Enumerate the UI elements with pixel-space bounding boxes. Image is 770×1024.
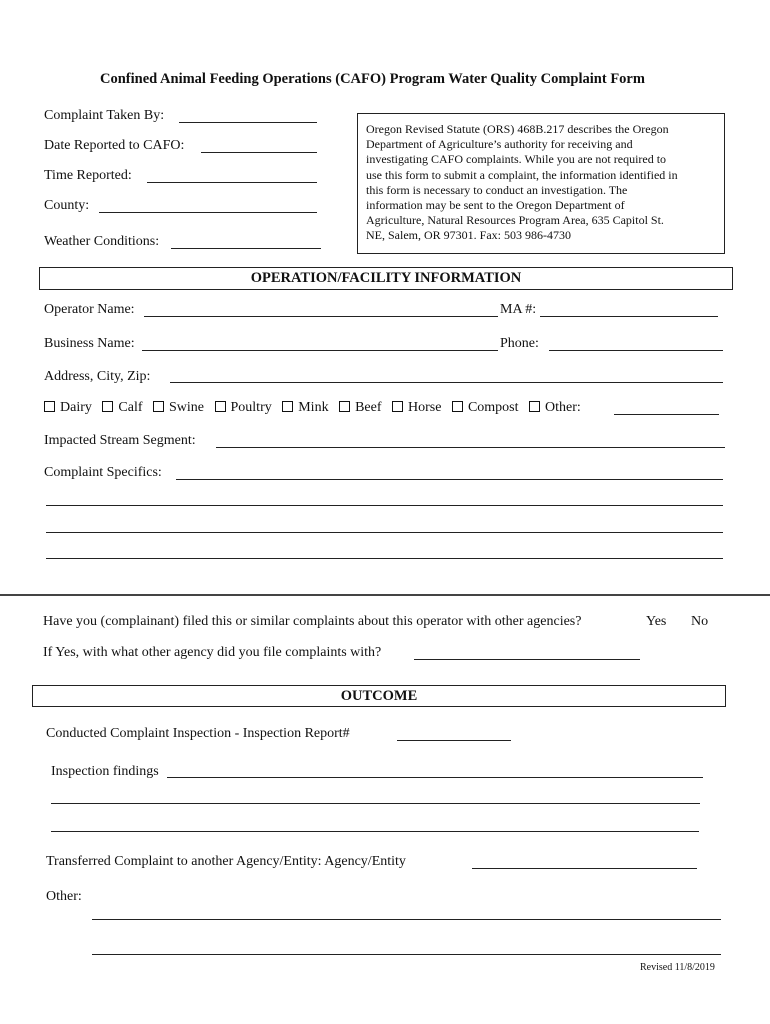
checkbox-square-icon[interactable] — [282, 401, 293, 412]
conducted-inspection-label: Conducted Complaint Inspection - Inspection Report# — [46, 726, 350, 741]
prior-complaints-yes[interactable]: Yes — [646, 614, 667, 629]
checkbox-square-icon[interactable] — [339, 401, 350, 412]
ors-info-box — [357, 113, 725, 254]
complaint-specifics-line[interactable] — [46, 505, 723, 506]
agency-entity-field[interactable] — [472, 868, 697, 869]
complaint-specifics-label: Complaint Specifics: — [44, 465, 162, 480]
info-line: Oregon Revised Statute (ORS) 468B.217 describes the Oregon — [366, 122, 669, 136]
info-line: information may be sent to the Oregon Department of — [366, 198, 625, 213]
phone-label: Phone: — [500, 336, 539, 351]
checkbox-square-icon[interactable] — [215, 401, 226, 412]
business-name-field[interactable] — [142, 350, 498, 351]
inspection-findings-line[interactable] — [51, 831, 699, 832]
ma-number-label: MA #: — [500, 302, 537, 317]
checkbox-dairy[interactable]: Dairy — [44, 400, 92, 415]
inspection-findings-label: Inspection findings — [51, 764, 159, 779]
address-field[interactable] — [170, 382, 723, 383]
phone-field[interactable] — [549, 350, 723, 351]
address-label: Address, City, Zip: — [44, 369, 151, 384]
weather-field[interactable] — [171, 248, 321, 249]
complaint-specifics-field[interactable] — [176, 479, 723, 480]
info-line: this form is necessary to conduct an investigation. The — [366, 182, 628, 197]
other-outcome-line[interactable] — [92, 919, 721, 920]
checkbox-compost[interactable]: Compost — [452, 400, 519, 415]
section-divider — [0, 594, 770, 596]
time-reported-label: Time Reported: — [44, 168, 132, 183]
business-name-label: Business Name: — [44, 336, 135, 351]
date-reported-field[interactable] — [201, 152, 317, 153]
info-line: Agriculture, Natural Resources Program Area, 635 Capitol St. — [366, 213, 664, 228]
prior-complaints-no[interactable]: No — [691, 614, 709, 629]
checkbox-square-icon[interactable] — [529, 401, 540, 412]
other-agency-label: If Yes, with what other agency did you file complaints with? — [43, 645, 382, 660]
complaint-specifics-line[interactable] — [46, 532, 723, 533]
inspection-findings-field[interactable] — [167, 777, 703, 778]
county-field[interactable] — [99, 212, 317, 213]
impacted-stream-field[interactable] — [216, 447, 725, 448]
revised-date: Revised 11/8/2019 — [640, 962, 715, 973]
outcome-section-heading: OUTCOME — [32, 685, 726, 707]
operator-name-field[interactable] — [144, 316, 498, 317]
prior-complaints-question: Have you (complainant) filed this or similar complaints about this operator with other agencies? — [43, 614, 582, 629]
inspection-report-field[interactable] — [397, 740, 511, 741]
info-line: NE, Salem, OR 97301. Fax: 503 986-4730 — [366, 228, 571, 243]
county-label: County: — [44, 198, 90, 213]
checkbox-calf[interactable]: Calf — [102, 400, 142, 415]
info-line: use this form to submit a complaint, the information identified in — [366, 167, 678, 182]
transferred-complaint-label: Transferred Complaint to another Agency/Entity: Agency/Entity — [46, 854, 406, 869]
other-animal-field[interactable] — [614, 414, 719, 415]
checkbox-square-icon[interactable] — [102, 401, 113, 412]
checkbox-square-icon[interactable] — [392, 401, 403, 412]
checkbox-swine[interactable]: Swine — [153, 400, 204, 415]
checkbox-square-icon[interactable] — [44, 401, 55, 412]
checkbox-square-icon[interactable] — [153, 401, 164, 412]
date-reported-label: Date Reported to CAFO: — [44, 138, 185, 153]
inspection-findings-line[interactable] — [51, 803, 700, 804]
form-title: Confined Animal Feeding Operations (CAFO) Program Water Quality Complaint Form — [100, 71, 645, 87]
checkbox-mink[interactable]: Mink — [282, 400, 328, 415]
other-agency-field[interactable] — [414, 659, 640, 660]
operation-section-heading: OPERATION/FACILITY INFORMATION — [39, 267, 733, 290]
operator-name-label: Operator Name: — [44, 302, 135, 317]
animal-type-options — [44, 400, 588, 416]
checkbox-poultry[interactable]: Poultry — [215, 400, 272, 415]
checkbox-beef[interactable]: Beef — [339, 400, 381, 415]
info-line: Department of Agriculture’s authority for receiving and — [366, 137, 633, 152]
ma-number-field[interactable] — [540, 316, 718, 317]
other-label: Other: — [46, 889, 82, 904]
impacted-stream-label: Impacted Stream Segment: — [44, 433, 196, 448]
other-outcome-line[interactable] — [92, 954, 721, 955]
checkbox-other[interactable]: Other: — [529, 400, 581, 415]
time-reported-field[interactable] — [147, 182, 317, 183]
info-line: investigating CAFO complaints. While you are not required to — [366, 152, 667, 167]
complaint-specifics-line[interactable] — [46, 558, 723, 559]
complaint-taken-by-field[interactable] — [179, 122, 317, 123]
checkbox-horse[interactable]: Horse — [392, 400, 441, 415]
complaint-taken-by-label: Complaint Taken By: — [44, 108, 165, 123]
weather-label: Weather Conditions: — [44, 234, 160, 249]
checkbox-square-icon[interactable] — [452, 401, 463, 412]
